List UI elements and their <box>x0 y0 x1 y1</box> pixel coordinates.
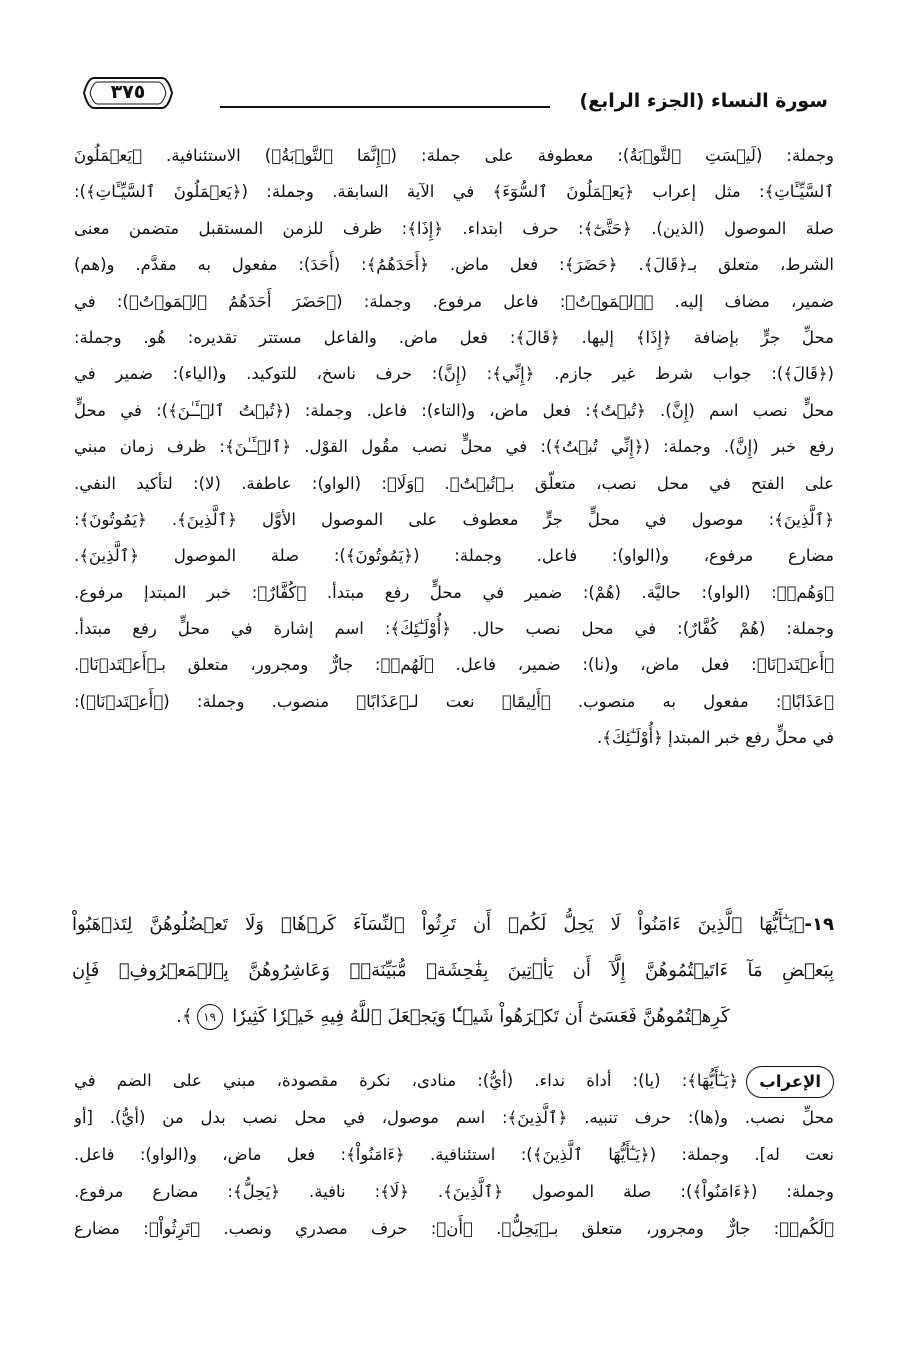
irab-line <box>74 1062 834 1099</box>
irab-line: وجملة: (﴿ءَامَنُواْ﴾): صلة الموصول ﴿ٱلَّذِينَ﴾. ﴿لَا﴾: نافية. ﴿يَحِلُّ﴾: مضارع مرفوع. <box>74 1182 834 1201</box>
text-line: ﴿أَعۡتَدۡنَا﴾: فعل ماض، و(نا): ضمير، فاعل. ﴿لَهُمۡ﴾: جارٌّ ومجرور، متعلق بـ﴿أَعۡتَدۡنَا﴾. <box>74 655 834 675</box>
text-line: محلٍّ نصب اسم (إِنَّ). ﴿تُبۡتُ﴾: فعل ماض، و(التاء): فاعل. وجملة: (﴿تُبۡتُ ٱلۡـَٔـٰنَ﴾): في محلٍّ <box>74 400 834 420</box>
irab-line: ﴿لَكُمۡ﴾: جارٌّ ومجرور، متعلق بـ﴿يَحِلُّ﴾. ﴿أَن﴾: حرف مصدري ونصب. ﴿تَرِثُواْ﴾: مضارع <box>74 1219 834 1238</box>
text-line: الشرط، متعلق بـ﴿قَالَ﴾. ﴿حَضَرَ﴾: فعل ماض. ﴿أَحَدَهُمُ﴾: (أَحَدَ): مفعول به مقدَّم. و(هم) <box>74 255 834 275</box>
irab-text: ﴿يَـٰٓأَيُّهَا﴾: (يا): أداة نداء. (أيُّ): منادى، نكرة مقصودة، مبني على الضم في <box>74 1071 739 1090</box>
text-line: ﴿وَهُمۡ﴾: (الواو): حاليَّة. (هُمْ): ضمير في محلٍّ رفع مبتدأ. ﴿كُفَّارٌ﴾: خبر المبتدإ مرفوع. <box>74 582 834 602</box>
text-line: رفع خبر (إِنَّ). وجملة: (﴿إِنِّي تُبۡتُ﴾): في محلٍّ نصب مقُول القوْل. ﴿ٱلۡـَٔـٰنَ﴾: ظرف زمان مبني <box>74 437 834 457</box>
text-line: مضارع مرفوع، و(الواو): فاعل. وجملة: (﴿يَمُوتُونَ﴾): صلة الموصول ﴿ٱلَّذِينَ﴾. <box>74 546 834 566</box>
text-line: صلة الموصول (الذين). ﴿حَتَّىٰٓ﴾: حرف ابتداء. ﴿إِذَا﴾: ظرف للزمن المستقبل متضمن معنى <box>74 218 834 238</box>
verse-text: كَرِهۡتُمُوهُنَّ فَعَسَىٰٓ أَن تَكۡرَهُواْ شَيۡـٔٗا وَيَجۡعَلَ ٱللَّهُ فِيهِ خَيۡرٗا كَثِيرٗا <box>232 1006 730 1027</box>
irab-badge: الإعراب <box>746 1066 834 1098</box>
text-line: وجملة: (هُمْ كُفَّارٌ): في محل نصب حال. ﴿أُوْلَـٰٓئِكَ﴾: اسم إشارة في محلٍّ رفع مبتدأ. <box>74 619 834 639</box>
commentary-text <box>74 138 834 757</box>
surah-title: سورة النساء (الجزء الرابع) <box>579 90 828 112</box>
text-line: وجملة: (لَيۡسَتِ ٱلتَّوۡبَةُ): معطوفة على جملة: (﴿إِنَّمَا ٱلتَّوۡبَةُ﴾) الاستئنافية. ﴿يَعۡمَلُونَ <box>74 146 834 165</box>
text-line: ضمير، مضاف إليه. ﴿ٱلۡمَوۡتُ﴾: فاعل مرفوع. وجملة: (﴿حَضَرَ أَحَدَهُمُ ٱلۡمَوۡتُ﴾): في <box>74 291 834 311</box>
verse-line: بِبَعۡضِ مَآ ءَاتَيۡتُمُوهُنَّ إِلَّآ أَن يَأۡتِينَ بِفَٰحِشَةٖ مُّبَيِّنَةٖۚ وَعَاشِرُوهُنَّ بِٱلۡمَعۡرُوفِۚ فَإِن <box>72 960 834 981</box>
ayah-end-marker-icon: ١٩ <box>197 1004 223 1030</box>
verse-text: ﴿يَـٰٓأَيُّهَا ٱلَّذِينَ ءَامَنُواْ لَا يَحِلُّ لَكُمۡ أَن تَرِثُواْ ٱلنِّسَآءَ كَرۡهٗاۖ وَلَا تَعۡضُلُوهُنَّ لِتَذۡهَبُواْ <box>72 914 805 935</box>
verse-line <box>72 902 834 948</box>
page-number: ٣٧٥ <box>110 81 146 103</box>
text-line: في محلٍّ رفع خبر المبتدإ ﴿أُوْلَـٰٓئِكَ﴾. <box>596 728 834 748</box>
text-line: على الفتح في محل نصب، متعلّق بـ﴿تُبۡتُ﴾. ﴿وَلَا﴾: (الواو): عاطفة. (لا): لتأكيد النفي. <box>74 473 834 493</box>
text-line: (﴿قَالَ﴾): جواب شرط غير جازم. ﴿إِنِّي﴾: (إِنَّ): حرف ناسخ، للتوكيد. و(الياء): ضمير في <box>74 364 834 384</box>
text-line: ﴿عَذَابًا﴾: مفعول به منصوب. ﴿أَلِيمًا﴾ نعت لـ﴿عَذَابًا﴾ منصوب. وجملة: (﴿أَعۡتَدۡنَا﴾): <box>74 691 834 711</box>
text-line: ﴿ٱلَّذِينَ﴾: موصول في محلٍّ جرٍّ معطوف على الموصول الأوَّل ﴿ٱلَّذِينَ﴾. ﴿يَمُوتُونَ﴾: <box>74 509 834 529</box>
verse-line <box>72 994 834 1040</box>
header-rule <box>220 106 550 108</box>
irab-section <box>74 1062 834 1247</box>
page-number-frame <box>80 72 176 114</box>
page-header <box>70 68 838 128</box>
verse-number: ١٩- <box>804 914 834 935</box>
verse-closing: ﴾. <box>176 1006 193 1027</box>
text-line: محلِّ جرٍّ بإضافة ﴿إِذَا﴾ إليها. ﴿قَالَ﴾: فعل ماض. والفاعل مستتر تقديره: هُو. وجملة: <box>74 327 834 347</box>
text-line: ٱلسَّيِّـَٔاتِ﴾: مثل إعراب ﴿يَعۡمَلُونَ ٱلسُّوٓءَ﴾ في الآية السابقة. وجملة: (﴿يَعۡمَلُونَ ٱلسَّيِّـَٔاتِ﴾): <box>74 182 834 202</box>
irab-line: محلِّ نصب. و(ها): حرف تنبيه. ﴿ٱلَّذِينَ﴾: اسم موصول، في محل نصب بدل من (أيُّ). [أو <box>74 1108 834 1127</box>
quran-verse <box>72 902 834 1040</box>
irab-line: نعت له]. وجملة: (﴿يَـٰٓأَيُّهَا ٱلَّذِينَ﴾): استئنافية. ﴿ءَامَنُواْ﴾: فعل ماض، و(الواو): فاعل. <box>74 1145 834 1164</box>
